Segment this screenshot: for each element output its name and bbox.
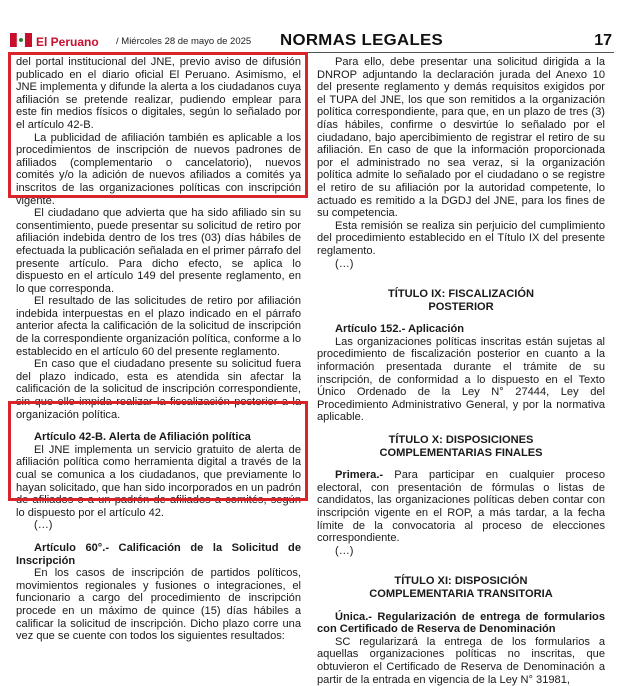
page-header	[0, 0, 622, 56]
article-60-title: Artículo 60°.- Calificación de la Solicitud de Inscripción	[16, 541, 301, 567]
right-column	[317, 56, 605, 686]
title-x-heading	[317, 434, 605, 459]
article-152-title: Artículo 152.- Aplicación	[335, 323, 465, 336]
title-xi-heading	[317, 575, 605, 600]
article-42b-text: El JNE implementa un servicio gratuito de alerta de afiliación política como herramienta digital a través de la cual se comunica a los ciudadanos, que previamente lo hayan solicitado, que han sido incorporados en un padrón de afiliados o a un padrón de afiliados a comités, según lo dispuesto por el artículo 42.	[16, 443, 301, 519]
ellipsis: (…)	[34, 519, 53, 532]
paragraph: del portal institucional del JNE, previo aviso de difusión publicado en el diario oficial El Peruano. Asimismo, el JNE implementa y difunde la alerta a los ciudadanos cuya afiliación se pretende realizar, pudiendo emplear para este fin medios físicos o digitales, según lo señalado por el artículo 42-B.	[16, 56, 301, 131]
heading-line: TÍTULO XI: DISPOSICIÓN	[394, 575, 528, 588]
ellipsis: (…)	[335, 257, 354, 270]
unica-text: SC regularizará la entrega de los formularios a aquellas organizaciones políticas no inscritas, que obtuvieron el Certificado de Reserva de Denominación a partir de la entrada en vigencia de la Ley N° 31981,	[317, 635, 605, 686]
ellipsis: (…)	[335, 544, 354, 557]
paragraph: El resultado de las solicitudes de retiro por afiliación indebida interpuestas en el plazo indicado en el párrafo anterior afecta la calificación de la solicitud de inscripción de la correspondiente organización política, conforme a lo establecido en el artículo 60 del presente reglamento.	[16, 295, 301, 358]
title-ix-heading	[317, 288, 605, 313]
issue-date: / Miércoles 28 de mayo de 2025	[116, 36, 252, 47]
heading-line: COMPLEMENTARIA TRANSITORIA	[369, 587, 553, 600]
heading-line: COMPLEMENTARIAS FINALES	[379, 446, 543, 459]
heading-line: TÍTULO X: DISPOSICIONES	[388, 434, 534, 447]
left-column	[16, 56, 301, 643]
paragraph: Para ello, debe presentar una solicitud dirigida a la DNROP adjuntando la declaración jurada del Anexo 10 del presente reglamento y demás requisitos exigidos por el TUPA del JNE, los que son remitidos a la organización política correspondiente, para que, en un plazo de tres (3) días hábiles, confirme o desvirtúe lo señalado por el ciudadano, bajo apercibimiento de registrar el retiro de su afiliación. En caso de que la información proporcionada por el administrado no sea veraz, si la organización política admite lo señalado por el ciudadano o se registre el retiro de su afiliación por la autoridad competente, lo actuado es remitido a la DGDJ del JNE, para los fines de su competencia.	[317, 56, 605, 220]
heading-line: TÍTULO IX: FISCALIZACIÓN	[387, 288, 535, 301]
paragraph: La publicidad de afiliación también es aplicable a los procedimientos de inscripción de nuevos padrones de afiliados (complementario o cancelatorio), nuevos comités y/o la adición de nuevos afiliados a comités ya inscritos de las organizaciones políticas con inscripción vigente.	[16, 131, 301, 207]
unica-title: Única.- Regularización de entrega de formularios con Certificado de Reserva de Denominación	[317, 610, 605, 636]
page-number: 17	[594, 32, 612, 49]
paragraph: En caso que el ciudadano presente su solicitud fuera del plazo indicado, esta es atendida sin afectar la calificación de la solicitud de inscripción correspondiente, sin que ello impida realizar la fiscalización posterior a la organización política.	[16, 358, 301, 421]
section-title: NORMAS LEGALES	[280, 32, 444, 49]
primera-text: Para participar en cualquier proceso electoral, con presentación de fórmulas o listas de candidatos, las organizaciones políticas deben contar con inscripción vigente en el ROP, a más tardar, a la fecha límite de la convocatoria al proceso de elecciones correspondiente.	[317, 469, 605, 545]
newspaper-brand: El Peruano	[36, 35, 99, 49]
paragraph: Esta remisión se realiza sin perjuicio del cumplimiento del procedimiento establecido en el Título IX del presente reglamento.	[317, 219, 605, 257]
article-152-text: Las organizaciones políticas inscritas están sujetas al procedimiento de fiscalización posterior en cuanto a la información presentada durante el trámite de su inscripción, de conformidad a lo dispuesto en el Texto Único Ordenado de la Ley N° 27444, Ley del Procedimiento Administrativo General, y por la normativa aplicable.	[317, 335, 605, 424]
primera-disposicion	[317, 469, 605, 545]
peru-flag-icon	[10, 33, 32, 47]
article-60-text: En los casos de inscripción de partidos políticos, movimientos regionales y fusiones o integraciones, el funcionario a cargo del procedimiento de inscripción procede en un máximo de quince (15) días hábiles a calificar la solicitud de inscripción. Dicho plazo corre una vez que se cuente con todos los siguientes resultados:	[16, 567, 301, 643]
header-divider	[8, 52, 614, 53]
heading-line: POSTERIOR	[428, 300, 494, 313]
article-42b-title: Artículo 42-B. Alerta de Afiliación política	[34, 431, 251, 444]
primera-label: Primera.-	[335, 469, 384, 482]
paragraph: El ciudadano que advierta que ha sido afiliado sin su consentimiento, puede presentar su solicitud de retiro por afiliación indebida dentro de los tres (03) días hábiles de efectuada la publicación señalada en el primer párrafo del presente artículo. Para dicho efecto, se aplica lo dispuesto en el artículo 149 del presente reglamento, en lo que corresponda.	[16, 207, 301, 295]
